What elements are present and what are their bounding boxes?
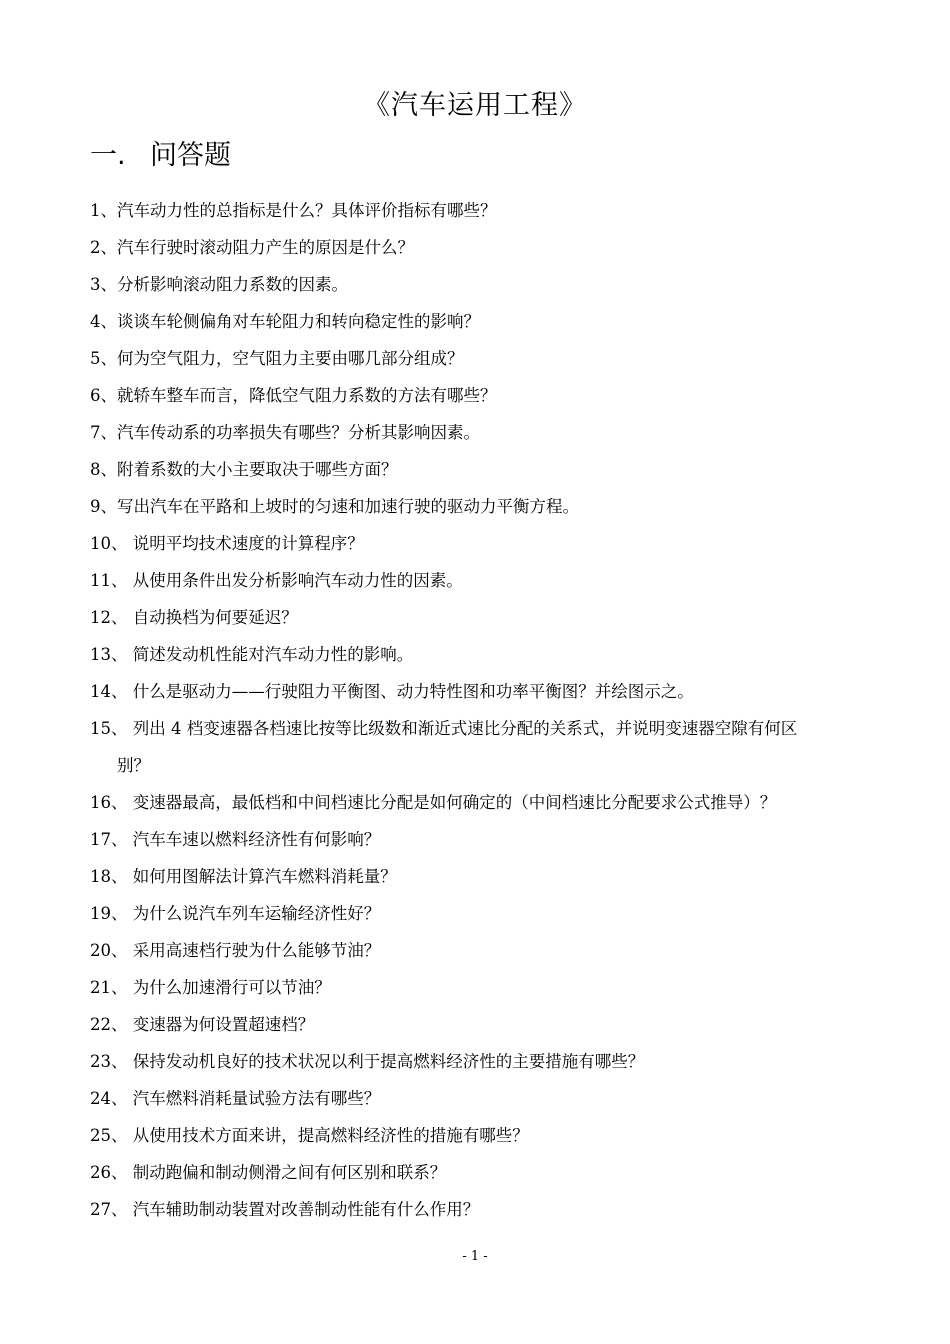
question-text: 就轿车整车而言，降低空气阻力系数的方法有哪些？: [117, 386, 497, 405]
page-number: - 1 -: [462, 1249, 488, 1264]
question-text: 汽车行驶时滚动阻力产生的原因是什么？: [117, 238, 414, 257]
section-number: 一.: [90, 140, 126, 171]
question-number: 2、: [90, 238, 117, 257]
question-number: 23、: [90, 1052, 133, 1071]
question-number: 25、: [90, 1126, 133, 1145]
question-text: 变速器为何设置超速档？: [132, 1015, 315, 1034]
question-text: 什么是驱动力——行驶阻力平衡图、动力特性图和功率平衡图？并绘图示之。: [132, 682, 694, 701]
question-text: 说明平均技术速度的计算程序？: [132, 534, 364, 553]
question-text: 汽车传动系的功率损失有哪些？分析其影响因素。: [117, 423, 480, 442]
question-item: [90, 858, 905, 895]
question-text: 列出 4 档变速器各档速比按等比级数和渐近式速比分配的关系式，并说明变速器空隙有何区: [132, 719, 798, 738]
question-text: 汽车动力性的总指标是什么？具体评价指标有哪些？: [117, 201, 497, 220]
question-number: 7、: [90, 423, 117, 442]
question-text-continued: 别？: [117, 756, 150, 775]
question-item: [90, 562, 905, 599]
question-number: 12、: [90, 608, 133, 627]
question-number: 1、: [90, 201, 117, 220]
question-number: 14、: [90, 682, 133, 701]
section-title: 问答题: [150, 140, 231, 171]
question-text: 简述发动机性能对汽车动力性的影响。: [132, 645, 414, 664]
question-text: 谈谈车轮侧偏角对车轮阻力和转向稳定性的影响？: [117, 312, 480, 331]
question-text: 汽车车速以燃料经济性有何影响？: [132, 830, 381, 849]
question-number: 10、: [90, 534, 133, 553]
question-item: [90, 636, 905, 673]
question-item: [90, 488, 905, 525]
question-item: [90, 303, 905, 340]
question-item: [90, 1154, 905, 1191]
question-number: 8、: [90, 460, 117, 479]
question-number: 27、: [90, 1200, 133, 1219]
question-number: 11、: [90, 571, 133, 590]
question-item: [90, 784, 905, 821]
question-text: 附着系数的大小主要取决于哪些方面？: [117, 460, 398, 479]
question-item: [90, 451, 905, 488]
question-item: [90, 1080, 905, 1117]
question-item: [90, 895, 905, 932]
question-number: 13、: [90, 645, 133, 664]
question-text: 采用高速档行驶为什么能够节油？: [132, 941, 381, 960]
question-number: 9、: [90, 497, 117, 516]
section-heading: [90, 138, 231, 174]
question-number: 22、: [90, 1015, 133, 1034]
question-text: 从使用技术方面来讲，提高燃料经济性的措施有哪些？: [132, 1126, 529, 1145]
question-text: 写出汽车在平路和上坡时的匀速和加速行驶的驱动力平衡方程。: [117, 497, 579, 516]
question-number: 26、: [90, 1163, 133, 1182]
question-text: 如何用图解法计算汽车燃料消耗量？: [132, 867, 397, 886]
question-item: [90, 266, 905, 303]
question-item: [90, 932, 905, 969]
question-item: [90, 525, 905, 562]
question-number: 19、: [90, 904, 133, 923]
doc-title: 《汽车运用工程》: [363, 90, 587, 121]
question-number: 15、: [90, 719, 133, 738]
question-item: [90, 599, 905, 636]
question-text: 为什么说汽车列车运输经济性好？: [132, 904, 381, 923]
question-item: [90, 1006, 905, 1043]
question-number: 24、: [90, 1089, 133, 1108]
question-number: 5、: [90, 349, 117, 368]
question-item: [90, 1191, 905, 1228]
question-text: 分析影响滚动阻力系数的因素。: [117, 275, 348, 294]
question-item: [90, 340, 905, 377]
question-item: [90, 1043, 905, 1080]
question-number: 17、: [90, 830, 133, 849]
question-item: [90, 377, 905, 414]
question-text: 变速器最高，最低档和中间档速比分配是如何确定的（中间档速比分配要求公式推导）？: [132, 793, 777, 812]
question-text: 汽车辅助制动装置对改善制动性能有什么作用？: [132, 1200, 480, 1219]
question-text: 保持发动机良好的技术状况以利于提高燃料经济性的主要措施有哪些？: [132, 1052, 645, 1071]
question-number: 6、: [90, 386, 117, 405]
question-item: [90, 710, 905, 784]
question-item: [90, 192, 905, 229]
question-item: [90, 1117, 905, 1154]
question-number: 16、: [90, 793, 133, 812]
question-number: 3、: [90, 275, 117, 294]
question-text: 汽车燃料消耗量试验方法有哪些？: [132, 1089, 381, 1108]
question-list: [90, 192, 905, 1228]
question-text: 制动跑偏和制动侧滑之间有何区别和联系？: [132, 1163, 447, 1182]
question-text: 自动换档为何要延迟？: [132, 608, 298, 627]
question-number: 4、: [90, 312, 117, 331]
question-item: [90, 673, 905, 710]
question-number: 18、: [90, 867, 133, 886]
question-item: [90, 969, 905, 1006]
question-text: 为什么加速滑行可以节油？: [132, 978, 331, 997]
question-number: 21、: [90, 978, 133, 997]
question-item: [90, 229, 905, 266]
question-text: 从使用条件出发分析影响汽车动力性的因素。: [132, 571, 463, 590]
question-item: [90, 821, 905, 858]
question-text: 何为空气阻力，空气阻力主要由哪几部分组成？: [117, 349, 464, 368]
question-item: [90, 414, 905, 451]
question-number: 20、: [90, 941, 133, 960]
